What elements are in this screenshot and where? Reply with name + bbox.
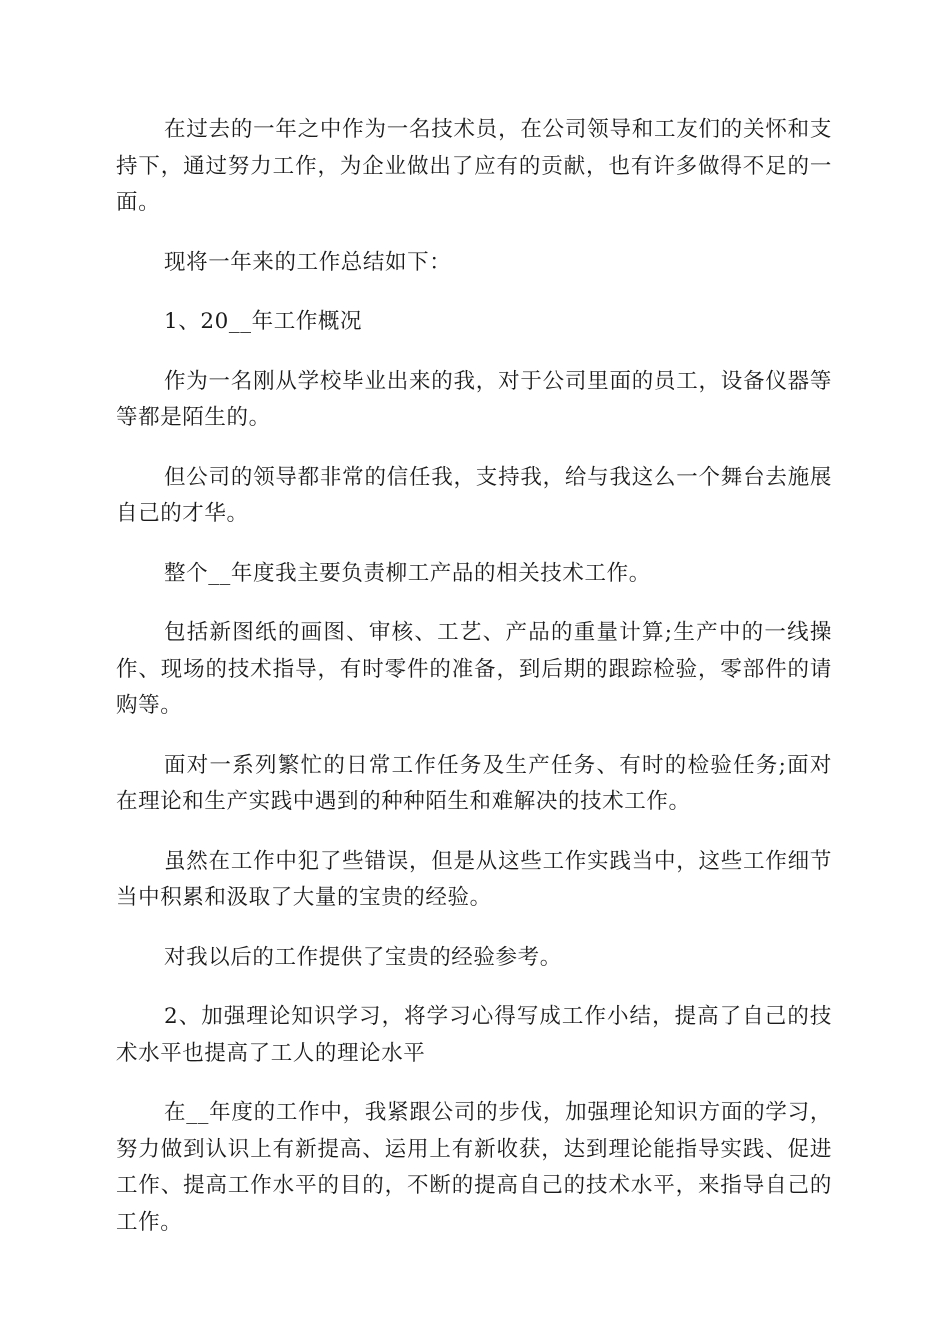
paragraph-summary-lead: 现将一年来的工作总结如下：: [164, 249, 452, 275]
section-heading-1: 1、20__年工作概况: [164, 309, 363, 334]
paragraph-tasks: 包括新图纸的画图、审核、工艺、产品的重量计算;生产中的一线操作、现场的技术指导，有时零件的准备，到后期的跟踪检验，零部件的请购等。: [116, 620, 832, 718]
paragraph-reference: 对我以后的工作提供了宝贵的经验参考。: [164, 944, 562, 970]
paragraph-graduate: 作为一名刚从学校毕业出来的我，对于公司里面的员工，设备仪器等等都是陌生的。: [116, 368, 832, 430]
paragraph-learning: 在__年度的工作中，我紧跟公司的步伐，加强理论知识方面的学习，努力做到认识上有新提高、运用上有新收获，达到理论能指导实践、促进工作、提高工作水平的目的，不断的提高自己的技术水平，来指导自己的工作。: [116, 1100, 832, 1235]
paragraph-challenges: 面对一系列繁忙的日常工作任务及生产任务、有时的检验任务;面对在理论和生产实践中遇到的种种陌生和难解决的技术工作。: [116, 752, 832, 814]
paragraph-experience: 虽然在工作中犯了些错误，但是从这些工作实践当中，这些工作细节当中积累和汲取了大量的宝贵的经验。: [116, 848, 832, 910]
paragraph-responsibility: 整个__年度我主要负责柳工产品的相关技术工作。: [164, 560, 651, 586]
paragraph-intro: 在过去的一年之中作为一名技术员，在公司领导和工友们的关怀和支持下，通过努力工作，为企业做出了应有的贡献，也有许多做得不足的一面。: [116, 117, 832, 215]
document-body: [116, 112, 832, 1264]
paragraph-trust: 但公司的领导都非常的信任我，支持我，给与我这么一个舞台去施展自己的才华。: [116, 464, 832, 526]
section-heading-2: 2、加强理论知识学习，将学习心得写成工作小结，提高了自己的技术水平也提高了工人的理论水平: [116, 1004, 832, 1066]
